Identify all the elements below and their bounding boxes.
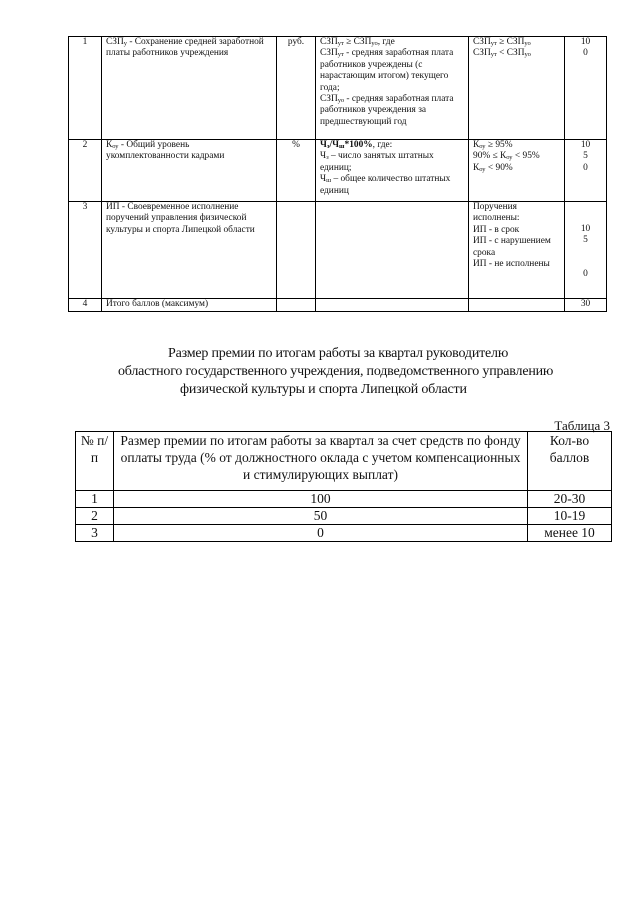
row-number: 1 [76, 491, 114, 508]
criteria-cell: СЗПут ≥ СЗПуо СЗПут < СЗПуо [469, 37, 565, 140]
header-points: Кол-во баллов [528, 432, 612, 491]
formula-cell [316, 202, 469, 299]
table-row [76, 508, 612, 525]
indicator-cell: Итого баллов (максимум) [102, 299, 277, 312]
row-number: 3 [76, 525, 114, 542]
criteria-table [68, 36, 607, 312]
points-range: 10-19 [528, 508, 612, 525]
bonus-size: 50 [114, 508, 528, 525]
score-cell: 10 0 [565, 37, 607, 140]
unit-cell: % [277, 140, 316, 202]
row-number: 3 [69, 202, 102, 299]
bonus-size: 100 [114, 491, 528, 508]
criteria-cell [469, 299, 565, 312]
heading-line: физической культуры и спорта Липецкой области [180, 382, 467, 397]
indicator-cell: ИП - Своевременное исполнение поручений управления физической культуры и спорта Липецкой области [102, 202, 277, 299]
formula-cell [316, 299, 469, 312]
points-range: 20-30 [528, 491, 612, 508]
criteria-cell: Поручения исполнены: ИП - в срок ИП - с нарушением срока ИП - не исполнены [469, 202, 565, 299]
formula-cell: Чз/Чш*100%, где: Чз – число занятых штатных единиц; Чш – общее количество штатных единиц [316, 140, 469, 202]
table-row [76, 491, 612, 508]
score-cell: 10 5 0 [565, 202, 607, 299]
table-row [69, 299, 607, 312]
row-number: 1 [69, 37, 102, 140]
heading-line: Размер премии по итогам работы за квартал руководителю [168, 346, 509, 361]
heading-line: областного государственного учреждения, подведомственного управлению [118, 364, 554, 379]
bonus-table [75, 431, 612, 542]
row-number: 4 [69, 299, 102, 312]
unit-cell [277, 299, 316, 312]
header-size: Размер премии по итогам работы за квартал за счет средств по фонду оплаты труда (% от должностного оклада с учетом компенсационных и стимулирующих выплат) [114, 432, 528, 491]
row-number: 2 [76, 508, 114, 525]
criteria-cell: Коу ≥ 95% 90% ≤ Коу < 95% Коу < 90% [469, 140, 565, 202]
table-row [69, 37, 607, 140]
unit-cell: руб. [277, 37, 316, 140]
table-row [69, 202, 607, 299]
score-cell: 30 [565, 299, 607, 312]
table-header-row [76, 432, 612, 491]
indicator-cell: СЗПу - Сохранение средней заработной платы работников учреждения [102, 37, 277, 140]
indicator-cell: Коу - Общий уровень укомплектованности кадрами [102, 140, 277, 202]
table-caption: Таблица 3 [554, 418, 610, 433]
unit-cell [277, 202, 316, 299]
section-heading [0, 345, 640, 399]
points-range: менее 10 [528, 525, 612, 542]
table-row [76, 525, 612, 542]
formula-cell: СЗПут ≥ СЗПуо, где СЗПут - средняя заработная плата работников учреждены (с нарастающим итогом) текущего года; СЗПуо - средняя заработная плата работников учреждения за предшествующий год [316, 37, 469, 140]
table-row [69, 140, 607, 202]
score-cell: 10 5 0 [565, 140, 607, 202]
header-num: № п/п [76, 432, 114, 491]
row-number: 2 [69, 140, 102, 202]
bonus-size: 0 [114, 525, 528, 542]
